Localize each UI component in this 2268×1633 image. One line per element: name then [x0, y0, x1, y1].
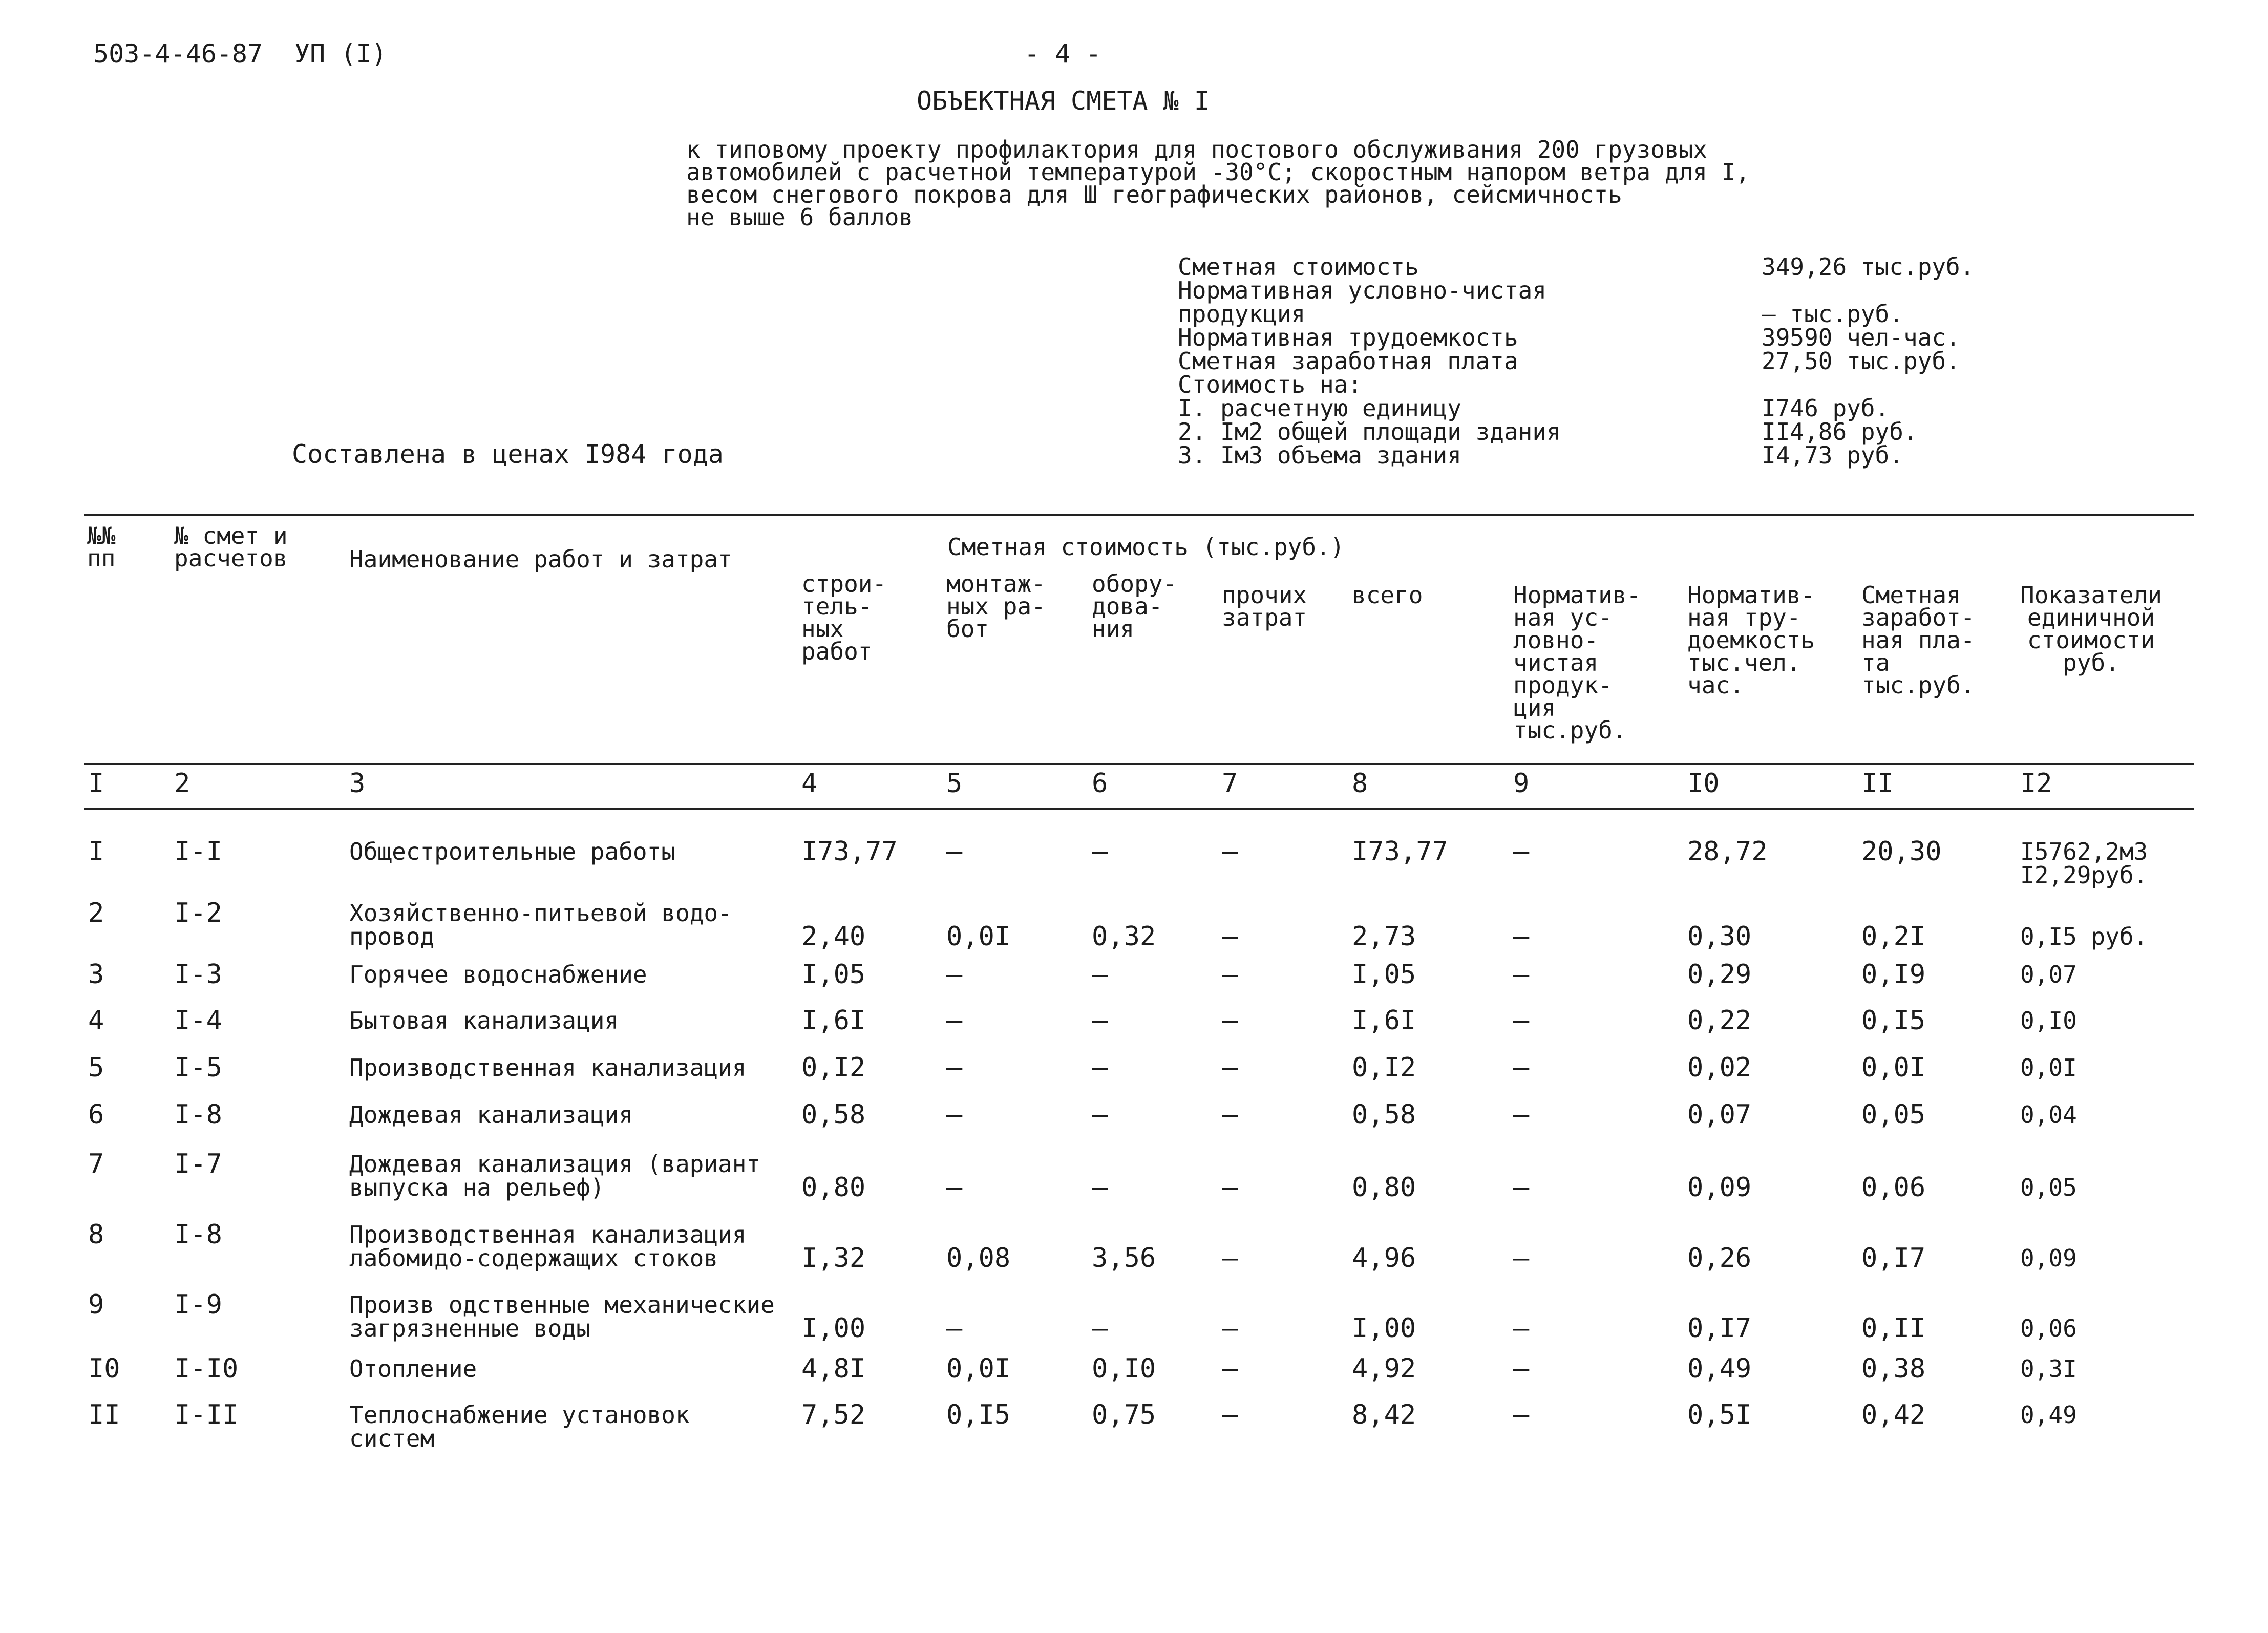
cell-other: – [1222, 959, 1238, 990]
cell-net-product: – [1513, 1052, 1530, 1083]
cell-wages: 0,06 [1861, 1172, 1926, 1203]
col-number: 2 [174, 768, 190, 799]
cell-other: – [1222, 836, 1238, 867]
cell-row-number: 7 [88, 1149, 104, 1179]
cell-estimate-number: I-I [174, 836, 222, 867]
cell-net-product: – [1513, 1243, 1530, 1274]
cell-total: 0,I2 [1352, 1052, 1416, 1083]
cell-estimate-number: I-8 [174, 1219, 222, 1250]
cell-installation: 0,0I [946, 921, 1011, 952]
cell-equipment: 3,56 [1092, 1243, 1156, 1274]
cell-construction: 4,8I [801, 1353, 866, 1384]
cell-net-product: – [1513, 1399, 1530, 1430]
table-top-rule [84, 514, 2194, 516]
col-number: I0 [1687, 768, 1720, 799]
cell-row-number: 9 [88, 1289, 104, 1320]
col-number: 9 [1513, 768, 1530, 799]
header-cost-group: Сметная стоимость (тыс.руб.) [947, 533, 1345, 561]
estimate-title: ОБЪЕКТНАЯ СМЕТА № I [917, 86, 1210, 116]
cell-estimate-number: I-I0 [174, 1353, 239, 1384]
cell-estimate-number: I-4 [174, 1005, 222, 1036]
cell-unit-cost: 0,I0 [2020, 1007, 2077, 1034]
cell-labor: 28,72 [1687, 836, 1768, 867]
cell-other: – [1222, 1399, 1238, 1430]
cell-equipment: – [1092, 1172, 1108, 1203]
cell-estimate-number: I-8 [174, 1099, 222, 1130]
cell-installation: – [946, 836, 963, 867]
column-numbers-rule [84, 808, 2194, 810]
cell-estimate-number: I-9 [174, 1289, 222, 1320]
cell-total: 0,58 [1352, 1099, 1416, 1130]
cell-installation: – [946, 1313, 963, 1344]
cell-net-product: – [1513, 1353, 1530, 1384]
cell-work-name: Дождевая канализация [349, 1101, 633, 1129]
cell-total: I73,77 [1352, 836, 1448, 867]
header-construction: строи- тель- ных работ [801, 570, 887, 665]
cell-estimate-number: I-7 [174, 1149, 222, 1179]
cell-installation: 0,08 [946, 1243, 1011, 1274]
cell-equipment: – [1092, 1099, 1108, 1130]
cell-labor: 0,29 [1687, 959, 1752, 990]
cell-construction: 7,52 [801, 1399, 866, 1430]
cell-installation: 0,0I [946, 1353, 1011, 1384]
header-wages: Сметная заработ- ная пла- та тыс.руб. [1861, 581, 1975, 699]
cell-row-number: 5 [88, 1052, 104, 1083]
cell-total: 8,42 [1352, 1399, 1416, 1430]
cell-wages: 0,05 [1861, 1099, 1926, 1130]
cell-net-product: – [1513, 959, 1530, 990]
cell-equipment: 0,75 [1092, 1399, 1156, 1430]
cell-construction: I,6I [801, 1005, 866, 1036]
col-number: 4 [801, 768, 818, 799]
cell-labor: 0,5I [1687, 1399, 1752, 1430]
page-number: - 4 - [1024, 39, 1101, 69]
cell-labor: 0,09 [1687, 1172, 1752, 1203]
cell-wages: 0,I9 [1861, 959, 1926, 990]
header-labor: Норматив- ная тру- доемкость тыс.чел. час. [1687, 581, 1815, 699]
cell-labor: 0,49 [1687, 1353, 1752, 1384]
header-total: всего [1352, 581, 1423, 609]
cell-estimate-number: I-5 [174, 1052, 222, 1083]
cell-equipment: – [1092, 1313, 1108, 1344]
cell-net-product: – [1513, 1005, 1530, 1036]
cell-work-name: Бытовая канализация [349, 1007, 619, 1034]
summary-labels: Сметная стоимость Нормативная условно-чистая продукция Нормативная трудоемкость Сметная заработная плата Стоимость на: I. расчетную единицу 2. Iм2 общей площади здания 3. Iм3 объема здания [1178, 253, 1561, 469]
header-num: №№ пп [87, 522, 116, 572]
cell-wages: 0,42 [1861, 1399, 1926, 1430]
cell-wages: 0,II [1861, 1313, 1926, 1344]
cell-estimate-number: I-3 [174, 959, 222, 990]
cell-row-number: 3 [88, 959, 104, 990]
cell-row-number: 8 [88, 1219, 104, 1250]
cell-construction: I,05 [801, 959, 866, 990]
cell-equipment: – [1092, 1052, 1108, 1083]
cell-unit-cost: 0,06 [2020, 1314, 2077, 1342]
cell-unit-cost: 0,49 [2020, 1401, 2077, 1429]
col-number: 6 [1092, 768, 1108, 799]
cell-net-product: – [1513, 1099, 1530, 1130]
cell-unit-cost: 0,04 [2020, 1101, 2077, 1129]
cell-installation: – [946, 959, 963, 990]
cell-total: I,00 [1352, 1313, 1416, 1344]
cell-row-number: 6 [88, 1099, 104, 1130]
cell-other: – [1222, 1172, 1238, 1203]
cell-labor: 0,30 [1687, 921, 1752, 952]
col-number: 3 [349, 768, 366, 799]
cell-other: – [1222, 1313, 1238, 1344]
cell-construction: I73,77 [801, 836, 898, 867]
cell-work-name: Дождевая канализация (вариант выпуска на рельеф) [349, 1150, 761, 1201]
cell-unit-cost: I5762,2м3 I2,29руб. [2020, 838, 2148, 889]
col-number: I [88, 768, 104, 799]
header-name: Наименование работ и затрат [349, 545, 732, 573]
summary-values: 349,26 тыс.руб. – тыс.руб. 39590 чел-час. 27,50 тыс.руб. I746 руб. II4,86 руб. I4,73 руб. [1762, 253, 1975, 469]
col-number: 8 [1352, 768, 1368, 799]
cell-construction: I,00 [801, 1313, 866, 1344]
cell-estimate-number: I-2 [174, 898, 222, 928]
cell-other: – [1222, 1052, 1238, 1083]
cell-work-name: Производственная канализация [349, 1054, 747, 1081]
cell-wages: 0,2I [1861, 921, 1926, 952]
cell-equipment: 0,I0 [1092, 1353, 1156, 1384]
cell-total: 2,73 [1352, 921, 1416, 952]
cell-labor: 0,22 [1687, 1005, 1752, 1036]
cell-work-name: Производственная канализация лабомидо-содержащих стоков [349, 1221, 747, 1272]
cell-installation: – [946, 1172, 963, 1203]
cell-labor: 0,02 [1687, 1052, 1752, 1083]
cell-equipment: – [1092, 836, 1108, 867]
prices-note: Составлена в ценах I984 года [292, 439, 724, 469]
header-equipment: обору- дова- ния [1092, 570, 1177, 643]
project-description: к типовому проекту профилактория для постового обслуживания 200 грузовых автомобилей с расчетной температурой -30°С; скоростным напором ветра для I, весом снегового покрова для Ш географических районов, сейсмичность не выше 6 баллов [686, 136, 1750, 231]
cell-total: 4,96 [1352, 1243, 1416, 1274]
cell-total: I,05 [1352, 959, 1416, 990]
cell-other: – [1222, 1099, 1238, 1130]
header-net-product: Норматив- ная ус- ловно- чистая продук- ция тыс.руб. [1513, 581, 1641, 744]
header-estimate: № смет и расчетов [174, 522, 288, 572]
cell-total: 4,92 [1352, 1353, 1416, 1384]
cell-labor: 0,07 [1687, 1099, 1752, 1130]
cell-wages: 0,I7 [1861, 1243, 1926, 1274]
cell-unit-cost: 0,05 [2020, 1174, 2077, 1201]
cell-construction: I,32 [801, 1243, 866, 1274]
cell-total: I,6I [1352, 1005, 1416, 1036]
cell-row-number: II [88, 1399, 120, 1430]
cell-work-name: Отопление [349, 1355, 477, 1383]
document-code: 503-4-46-87 [93, 39, 263, 69]
cell-wages: 0,0I [1861, 1052, 1926, 1083]
cell-net-product: – [1513, 921, 1530, 952]
cell-installation: 0,I5 [946, 1399, 1011, 1430]
cell-other: – [1222, 1243, 1238, 1274]
cell-installation: – [946, 1052, 963, 1083]
cell-unit-cost: 0,I5 руб. [2020, 923, 2148, 950]
cell-work-name: Горячее водоснабжение [349, 961, 647, 988]
cell-work-name: Теплоснабжение установок систем [349, 1401, 690, 1452]
cell-wages: 0,38 [1861, 1353, 1926, 1384]
cell-other: – [1222, 1353, 1238, 1384]
col-number: I2 [2020, 768, 2052, 799]
cell-unit-cost: 0,09 [2020, 1244, 2077, 1272]
cell-net-product: – [1513, 836, 1530, 867]
cell-labor: 0,I7 [1687, 1313, 1752, 1344]
cell-net-product: – [1513, 1172, 1530, 1203]
cell-work-name: Хозяйственно-питьевой водо- провод [349, 899, 732, 950]
cell-construction: 0,58 [801, 1099, 866, 1130]
col-number: 5 [946, 768, 963, 799]
cell-net-product: – [1513, 1313, 1530, 1344]
cell-equipment: – [1092, 1005, 1108, 1036]
header-unit-cost: Показатели единичной стоимости руб. [2020, 581, 2162, 676]
cell-construction: 0,I2 [801, 1052, 866, 1083]
cell-other: – [1222, 921, 1238, 952]
cell-construction: 0,80 [801, 1172, 866, 1203]
cell-construction: 2,40 [801, 921, 866, 952]
cell-row-number: 4 [88, 1005, 104, 1036]
cell-wages: 20,30 [1861, 836, 1942, 867]
cell-installation: – [946, 1005, 963, 1036]
album-number: УП (I) [294, 39, 387, 69]
header-other: прочих затрат [1222, 581, 1307, 631]
cell-row-number: I [88, 836, 104, 867]
cell-wages: 0,I5 [1861, 1005, 1926, 1036]
cell-estimate-number: I-II [174, 1399, 239, 1430]
header-installation: монтаж- ных ра- бот [946, 570, 1046, 643]
cell-work-name: Произв одственные механические загрязненные воды [349, 1291, 775, 1342]
cell-installation: – [946, 1099, 963, 1130]
cell-other: – [1222, 1005, 1238, 1036]
cell-total: 0,80 [1352, 1172, 1416, 1203]
col-number: II [1861, 768, 1894, 799]
cell-equipment: 0,32 [1092, 921, 1156, 952]
cell-work-name: Общестроительные работы [349, 838, 675, 865]
cell-equipment: – [1092, 959, 1108, 990]
cell-row-number: I0 [88, 1353, 120, 1384]
cell-unit-cost: 0,0I [2020, 1054, 2077, 1081]
col-number: 7 [1222, 768, 1238, 799]
cell-labor: 0,26 [1687, 1243, 1752, 1274]
header-bottom-rule [84, 763, 2194, 765]
cell-unit-cost: 0,3I [2020, 1355, 2077, 1383]
cell-unit-cost: 0,07 [2020, 961, 2077, 988]
cell-row-number: 2 [88, 898, 104, 928]
